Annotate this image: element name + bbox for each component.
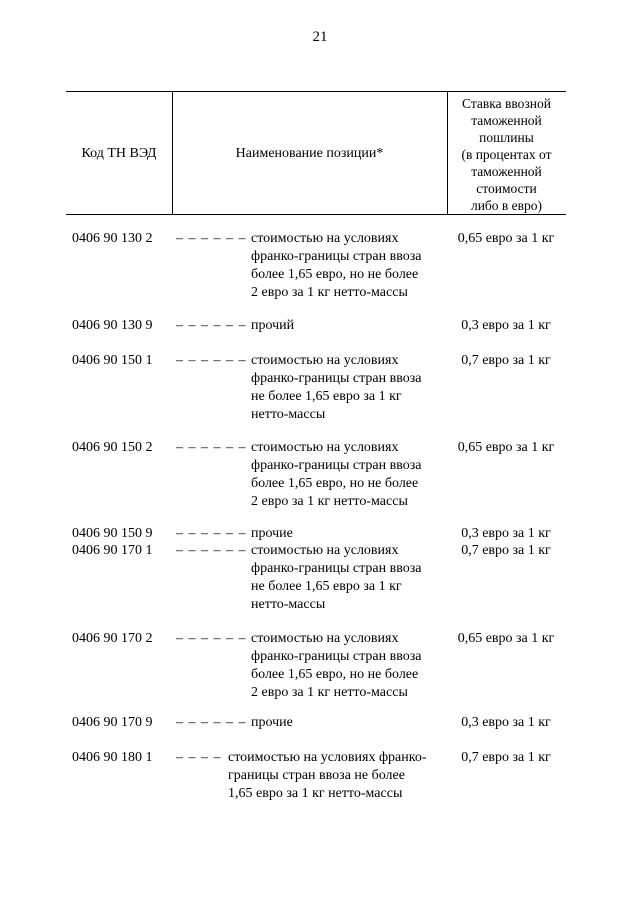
row-description bbox=[251, 525, 293, 543]
row-rate: 0,65 евро за 1 кг bbox=[457, 231, 555, 246]
row-description bbox=[251, 714, 293, 732]
row-description-line: нетто-массы bbox=[251, 597, 326, 612]
table-row bbox=[66, 714, 566, 732]
table-row bbox=[66, 317, 566, 335]
row-description-line: 2 евро за 1 кг нетто-массы bbox=[251, 685, 408, 700]
row-dash-level: – – – – – – bbox=[176, 353, 247, 368]
row-description bbox=[228, 749, 427, 803]
row-description bbox=[251, 230, 421, 302]
row-description-line: прочий bbox=[251, 318, 295, 333]
page-number: 21 bbox=[312, 29, 328, 45]
row-dash-level: – – – – – – bbox=[176, 543, 247, 558]
table-row bbox=[66, 630, 566, 702]
row-description-line: стоимостью на условиях bbox=[251, 543, 399, 558]
row-rate: 0,7 евро за 1 кг bbox=[461, 353, 551, 368]
row-dash-level: – – – – – – bbox=[176, 231, 247, 246]
row-rate: 0,3 евро за 1 кг bbox=[461, 526, 551, 541]
row-code: 0406 90 130 2 bbox=[72, 231, 153, 246]
row-code: 0406 90 150 9 bbox=[72, 526, 153, 541]
row-dash-level: – – – – bbox=[176, 750, 222, 765]
row-description-line: франко-границы стран ввоза bbox=[251, 458, 422, 473]
header-name: Наименование позиции* bbox=[235, 146, 384, 161]
table-row bbox=[66, 439, 566, 511]
row-rate: 0,7 евро за 1 кг bbox=[461, 750, 551, 765]
row-code: 0406 90 150 1 bbox=[72, 353, 153, 368]
row-rate: 0,65 евро за 1 кг bbox=[457, 631, 555, 646]
table-header bbox=[66, 91, 566, 215]
row-dash-level: – – – – – – bbox=[176, 715, 247, 730]
row-dash-level: – – – – – – bbox=[176, 318, 247, 333]
row-description-line: 1,65 евро за 1 кг нетто-массы bbox=[228, 786, 403, 801]
row-code: 0406 90 170 2 bbox=[72, 631, 153, 646]
row-description-line: прочие bbox=[251, 526, 293, 541]
row-description-line: нетто-массы bbox=[251, 407, 326, 422]
row-description bbox=[251, 542, 421, 614]
row-description-line: 2 евро за 1 кг нетто-массы bbox=[251, 285, 408, 300]
header-rate-line: таможенной bbox=[471, 113, 542, 128]
row-description-line: франко-границы стран ввоза bbox=[251, 371, 422, 386]
row-code: 0406 90 180 1 bbox=[72, 750, 153, 765]
row-description-line: франко-границы стран ввоза bbox=[251, 649, 422, 664]
row-dash-level: – – – – – – bbox=[176, 526, 247, 541]
row-description bbox=[251, 352, 421, 424]
row-dash-level: – – – – – – bbox=[176, 440, 247, 455]
row-description-line: стоимостью на условиях bbox=[251, 440, 399, 455]
row-description-line: франко-границы стран ввоза bbox=[251, 249, 422, 264]
row-code: 0406 90 130 9 bbox=[72, 318, 153, 333]
row-description-line: стоимостью на условиях bbox=[251, 631, 399, 646]
row-code: 0406 90 170 9 bbox=[72, 715, 153, 730]
header-rate bbox=[447, 95, 566, 214]
row-description-line: не более 1,65 евро за 1 кг bbox=[251, 579, 402, 594]
table-row bbox=[66, 749, 566, 803]
row-rate: 0,65 евро за 1 кг bbox=[457, 440, 555, 455]
table-row bbox=[66, 542, 566, 614]
row-description bbox=[251, 439, 421, 511]
row-description bbox=[251, 630, 421, 702]
table-row bbox=[66, 352, 566, 424]
row-description-line: более 1,65 евро, но не более bbox=[251, 267, 419, 282]
row-description-line: границы стран ввоза не более bbox=[228, 768, 405, 783]
header-rate-line: Ставка ввозной bbox=[462, 96, 551, 111]
table-row bbox=[66, 525, 566, 543]
header-rate-line: таможенной bbox=[471, 164, 542, 179]
row-description-line: стоимостью на условиях bbox=[251, 231, 399, 246]
table-row bbox=[66, 230, 566, 302]
row-code: 0406 90 170 1 bbox=[72, 543, 153, 558]
row-rate: 0,7 евро за 1 кг bbox=[461, 543, 551, 558]
row-description bbox=[251, 317, 294, 335]
row-rate: 0,3 евро за 1 кг bbox=[461, 318, 551, 333]
row-description-line: прочие bbox=[251, 715, 293, 730]
header-rate-line: (в процентах от bbox=[461, 147, 552, 162]
row-description-line: 2 евро за 1 кг нетто-массы bbox=[251, 494, 408, 509]
header-code: Код ТН ВЭД bbox=[81, 146, 157, 161]
header-rate-line: пошлины bbox=[479, 130, 534, 145]
row-description-line: стоимостью на условиях bbox=[251, 353, 399, 368]
row-rate: 0,3 евро за 1 кг bbox=[461, 715, 551, 730]
tariff-table bbox=[66, 91, 566, 801]
row-code: 0406 90 150 2 bbox=[72, 440, 153, 455]
row-description-line: франко-границы стран ввоза bbox=[251, 561, 422, 576]
header-rate-line: либо в евро) bbox=[470, 198, 543, 213]
row-dash-level: – – – – – – bbox=[176, 631, 247, 646]
row-description-line: более 1,65 евро, но не более bbox=[251, 476, 419, 491]
row-description-line: более 1,65 евро, но не более bbox=[251, 667, 419, 682]
row-description-line: не более 1,65 евро за 1 кг bbox=[251, 389, 402, 404]
header-rate-line: стоимости bbox=[476, 181, 537, 196]
row-description-line: стоимостью на условиях франко- bbox=[228, 750, 427, 765]
